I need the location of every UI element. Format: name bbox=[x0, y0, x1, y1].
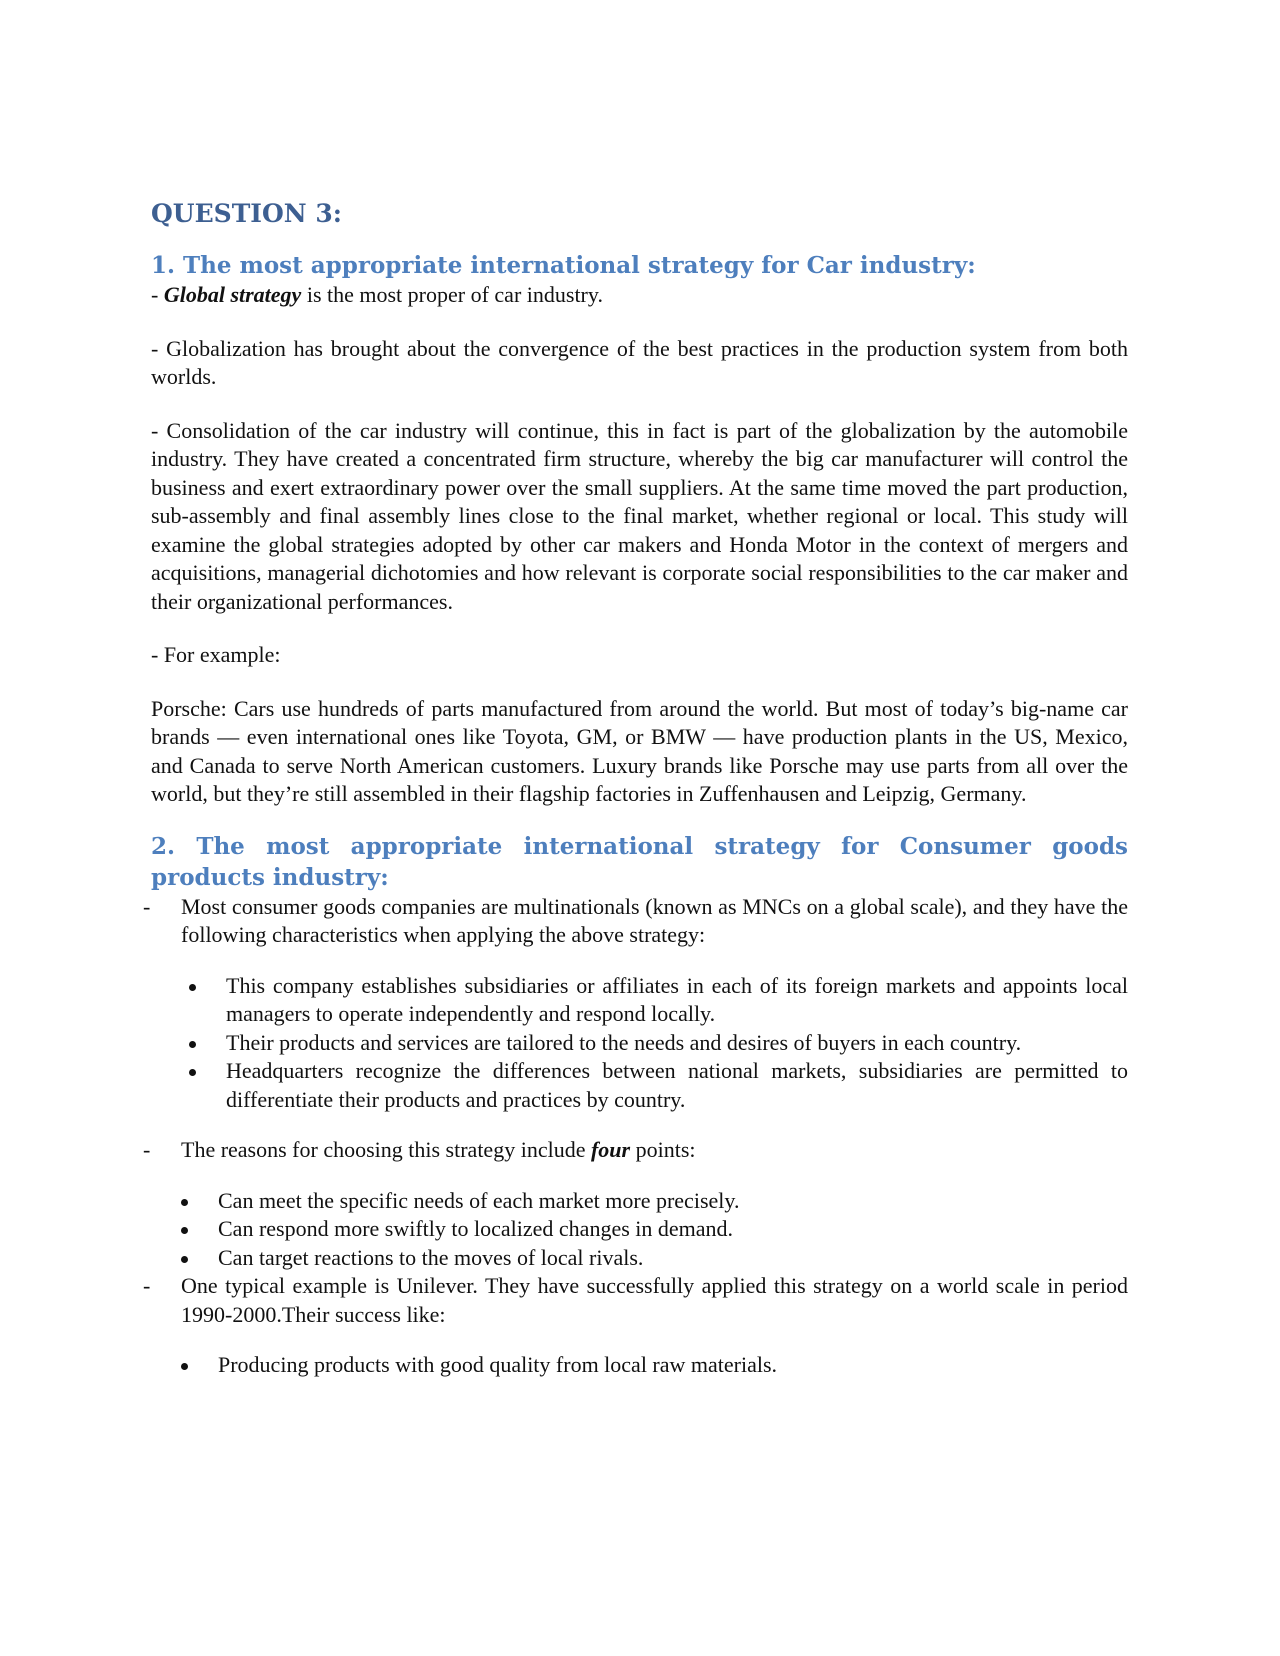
list-item: Can meet the specific needs of each market more precisely. bbox=[151, 1187, 1128, 1216]
four-bold: four bbox=[590, 1137, 631, 1162]
line1-rest: is the most proper of car industry. bbox=[301, 282, 603, 307]
bullet-icon bbox=[181, 1363, 188, 1370]
section2-item1 bbox=[143, 893, 1128, 950]
characteristics-list bbox=[151, 972, 1128, 1115]
item2-suffix: points: bbox=[630, 1137, 696, 1162]
section2-heading: 2. The most appropriate international strategy for Consumer goods products industry: bbox=[151, 832, 1128, 891]
list-item: Can target reactions to the moves of local rivals. bbox=[151, 1244, 1128, 1273]
line1-prefix: - bbox=[151, 282, 164, 307]
section2-item3 bbox=[143, 1272, 1128, 1329]
successes-list bbox=[151, 1351, 1128, 1380]
section1-para4: - For example: bbox=[151, 642, 281, 667]
list-item: Can respond more swiftly to localized changes in demand. bbox=[151, 1215, 1128, 1244]
reasons-list bbox=[151, 1187, 1128, 1273]
bullet-icon bbox=[189, 1041, 196, 1048]
section1-line1 bbox=[151, 281, 1128, 310]
bullet-icon bbox=[189, 1069, 196, 1076]
bullet-icon bbox=[181, 1256, 188, 1263]
global-strategy-bold: Global strategy bbox=[163, 282, 302, 307]
question-title: QUESTION 3: bbox=[151, 199, 342, 228]
list-item: Headquarters recognize the differences between national markets, subsidiaries are permitted to differentiate their products and practices by country. bbox=[151, 1057, 1128, 1114]
item1-text: Most consumer goods companies are multinationals (known as MNCs on a global scale), and they have the following characteristics when applying the above strategy: bbox=[181, 893, 1128, 947]
bullet-icon bbox=[181, 1199, 188, 1206]
section1-heading: 1. The most appropriate international strategy for Car industry: bbox=[151, 252, 976, 279]
dash-marker: - bbox=[143, 893, 151, 919]
document-page bbox=[143, 198, 1128, 1380]
section1-para3: - Consolidation of the car industry will continue, this in fact is part of the globalization by the automobile industry. They have created a concentrated firm structure, whereby the big car manufacturer will control the business and exert extraordinary power over the small suppliers. At the same time moved the part production, sub-assembly and final assembly lines close to the final market, whether regional or local. This study will examine the global strategies adopted by other car makers and Honda Motor in the context of mergers and acquisitions, managerial dichotomies and how relevant is corporate social responsibilities to the car maker and their organizational performances. bbox=[151, 417, 1128, 614]
list-item: Their products and services are tailored to the needs and desires of buyers in each country. bbox=[151, 1029, 1128, 1058]
section2-item2 bbox=[143, 1136, 1128, 1165]
bullet-icon bbox=[181, 1227, 188, 1234]
item2-prefix: The reasons for choosing this strategy include bbox=[181, 1137, 591, 1162]
section1-para2: - Globalization has brought about the convergence of the best practices in the production system from both worlds. bbox=[151, 335, 1128, 389]
list-item: Producing products with good quality from local raw materials. bbox=[151, 1351, 1128, 1380]
bullet-icon bbox=[189, 984, 196, 991]
dash-marker: - bbox=[143, 1137, 151, 1162]
list-item: This company establishes subsidiaries or affiliates in each of its foreign markets and appoints local managers to operate independently and respond locally. bbox=[151, 972, 1128, 1029]
section1-para5: Porsche: Cars use hundreds of parts manufactured from around the world. But most of today’s big-name car brands — even international ones like Toyota, GM, or BMW — have production plants in the US, Mexico, and Canada to serve North American customers. Luxury brands like Porsche may use parts from all over the world, but they’re still assembled in their flagship factories in Zuffenhausen and Leipzig, Germany. bbox=[151, 695, 1128, 806]
item3-text: One typical example is Unilever. They have successfully applied this strategy on a world scale in period 1990-2000.Their success like: bbox=[181, 1273, 1128, 1327]
dash-marker: - bbox=[143, 1273, 151, 1298]
